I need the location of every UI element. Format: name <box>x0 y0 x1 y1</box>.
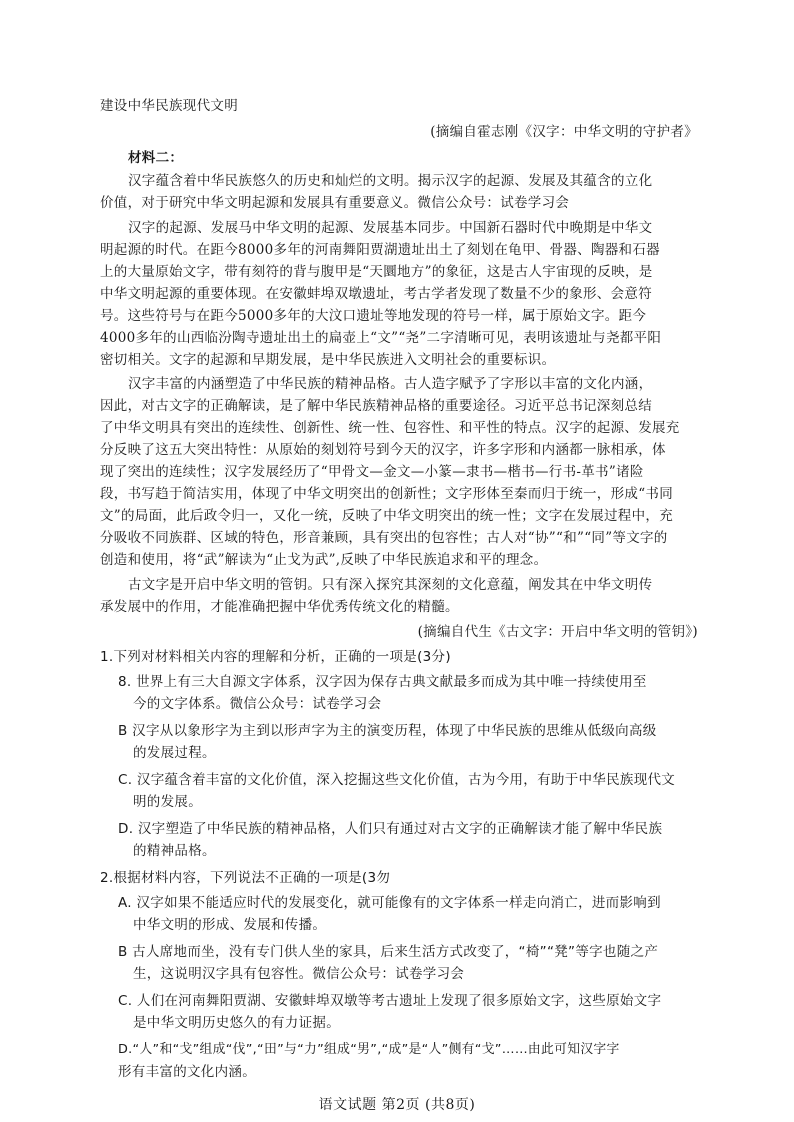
question-2-stem: 2.根据材料内容，下列说法不正确的一项是(3勿 <box>100 870 391 886</box>
question-1-option-b: B 汉字从以象形字为主到以形声字为主的演变历程，体现了中华民族的思维从低级向高级 <box>118 723 657 739</box>
paragraph-line: 汉字丰富的内涵塑造了中华民族的精神品格。古人造字赋予了字形以丰富的文化内涵， <box>128 376 653 392</box>
question-1-option-d: D. 汉字塑造了中华民族的精神品格，人们只有通过对古文字的正确解读才能了解中华民族 <box>118 821 663 837</box>
question-2-option-d: D.“人”和“戈”组成“伐”,“田”与“力”组成“男”,“成”是“人”侧有“戈”……由此可知汉字字 <box>118 1042 620 1057</box>
material2-heading: 材料二： <box>128 150 184 166</box>
question-1-stem: 1.下列对材料相关内容的理解和分析，正确的一项是(3分) <box>100 649 451 665</box>
paragraph-line: 古文字是开启中华文明的管钥。只有深入探究其深刻的文化意蕴，阐发其在中华文明传 <box>128 577 653 593</box>
question-1-option-a: 8. 世界上有三大自源文字体系，汉字因为保存古典文献最多而成为其中唯一持续使用至 <box>118 674 647 690</box>
paragraph-line: 现了突出的连续性；汉字发展经历了“甲骨文—金文—小篆—隶书—楷书—行书-革书”诸险 <box>100 464 644 480</box>
question-2-option-b-cont: 生，这说明汉字具有包容性。微信公众号：试卷学习会 <box>133 966 465 982</box>
question-2-option-c: C. 人们在河南舞阳贾湖、安徽蚌埠双墩等考古遗址上发现了很多原始文字，这些原始文字 <box>118 993 662 1009</box>
paragraph-line: 汉字蕴含着中华民族悠久的历史和灿烂的文明。揭示汉字的起源、发展及其蕴含的立化 <box>128 173 653 189</box>
question-1-option-c-cont: 明的发展。 <box>133 794 202 810</box>
paragraph-line: 创造和使用，将“武”解读为“止戈为武”,反映了中华民族追求和平的理念。 <box>100 552 548 568</box>
question-1-option-c: C. 汉字蕴含着丰富的文化价值，深入挖掘这些文化价值，古为今用，有助于中华民族现代文 <box>118 772 676 788</box>
paragraph-line: 明起源的时代。在距今8000多年的河南舞阳贾湖遗址出土了刻划在龟甲、骨器、陶器和石器 <box>100 242 660 258</box>
question-1-option-b-cont: 的发展过程。 <box>133 745 216 761</box>
paragraph-line: 承发展中的作用，才能准确把握中华优秀传统文化的精髓。 <box>100 599 459 615</box>
paragraph-line: 密切相关。文字的起源和早期发展，是中华民族进入文明社会的重要标识。 <box>100 352 556 368</box>
material1-tail-line: 建设中华民族现代文明 <box>100 98 238 114</box>
paragraph-line: 文”的局面，此后政令归一，又化一统，反映了中华文明突出的统一性；文字在发展过程中，充 <box>100 508 673 524</box>
paragraph-line: 了中华文明具有突出的连续性、创新性、统一性、包容性、和平性的特点。汉字的起源、发展充 <box>100 420 680 436</box>
paragraph-line: 上的大量原始文字，带有刻符的背与腹甲是“天圜地方”的象征，这是古人宇宙现的反映，是 <box>100 264 653 280</box>
question-2-option-b: B 古人席地而坐，没有专门供人坐的家具，后来生活方式改变了，“椅”“凳”等字也随之产 <box>118 944 659 960</box>
question-2-option-c-cont: 是中华文明历史悠久的有力证据。 <box>133 1015 340 1031</box>
paragraph-line: 价值，对于研究中华文明起源和发展具有重要意义。微信公众号：试卷学习会 <box>100 195 570 211</box>
paragraph-line: 分吸收不同族群、区域的特色，形音兼顾，具有突出的包容性；古人对“协”“和”“同”等文字的 <box>100 530 668 546</box>
material2-source: (摘编自代生《古文字：开启中华文明的管钥》) <box>417 624 698 640</box>
paragraph-line: 因此，对古文字的正确解读，是了解中华民族精神品格的重要途径。习近平总书记深刻总结 <box>100 398 652 414</box>
paragraph-line: 汉字的起源、发展马中华文明的起源、发展基本同步。中国新石器时代中晚期是中华文 <box>128 220 653 236</box>
paragraph-line: 号。这些符号与在距今5000多年的大汶口遗址等地发现的符号一样，属于原始文字。距今 <box>100 308 647 324</box>
question-2-option-d-cont: 形有丰富的文化内涵。 <box>118 1064 256 1080</box>
paragraph-line: 中华文明起源的重要体现。在安徽蚌埠双墩遗址，考古学者发现了数量不少的象形、会意符 <box>100 286 652 302</box>
paragraph-line: 分反映了这五大突出特性：从原始的刻划符号到今天的汉字，许多字形和内涵都一脉相承，体 <box>100 442 666 458</box>
paragraph-line: 4000多年的山西临汾陶寺遗址出土的扁壶上“文”“尧”二字清晰可见，表明该遗址与尧都平阳 <box>100 330 662 346</box>
question-1-option-d-cont: 的精神品格。 <box>133 843 216 859</box>
question-2-option-a-cont: 中华文明的形成、发展和传播。 <box>133 917 327 933</box>
question-2-option-a: A. 汉字如果不能适应时代的发展变化，就可能像有的文字体系一样走向消亡，进而影响到 <box>118 895 661 911</box>
material1-source: (摘编自霍志刚《汉字：中华文明的守护者》 <box>430 124 698 140</box>
page-footer: 语文试题 第2页 (共8页) <box>318 1097 476 1113</box>
question-1-option-a-cont: 今的文字体系。微信公众号：试卷学习会 <box>133 696 382 712</box>
paragraph-line: 段，书写趋于简洁实用，体现了中华文明突出的创新性；文字形体至秦而归于统一，形成“书同 <box>100 486 673 502</box>
